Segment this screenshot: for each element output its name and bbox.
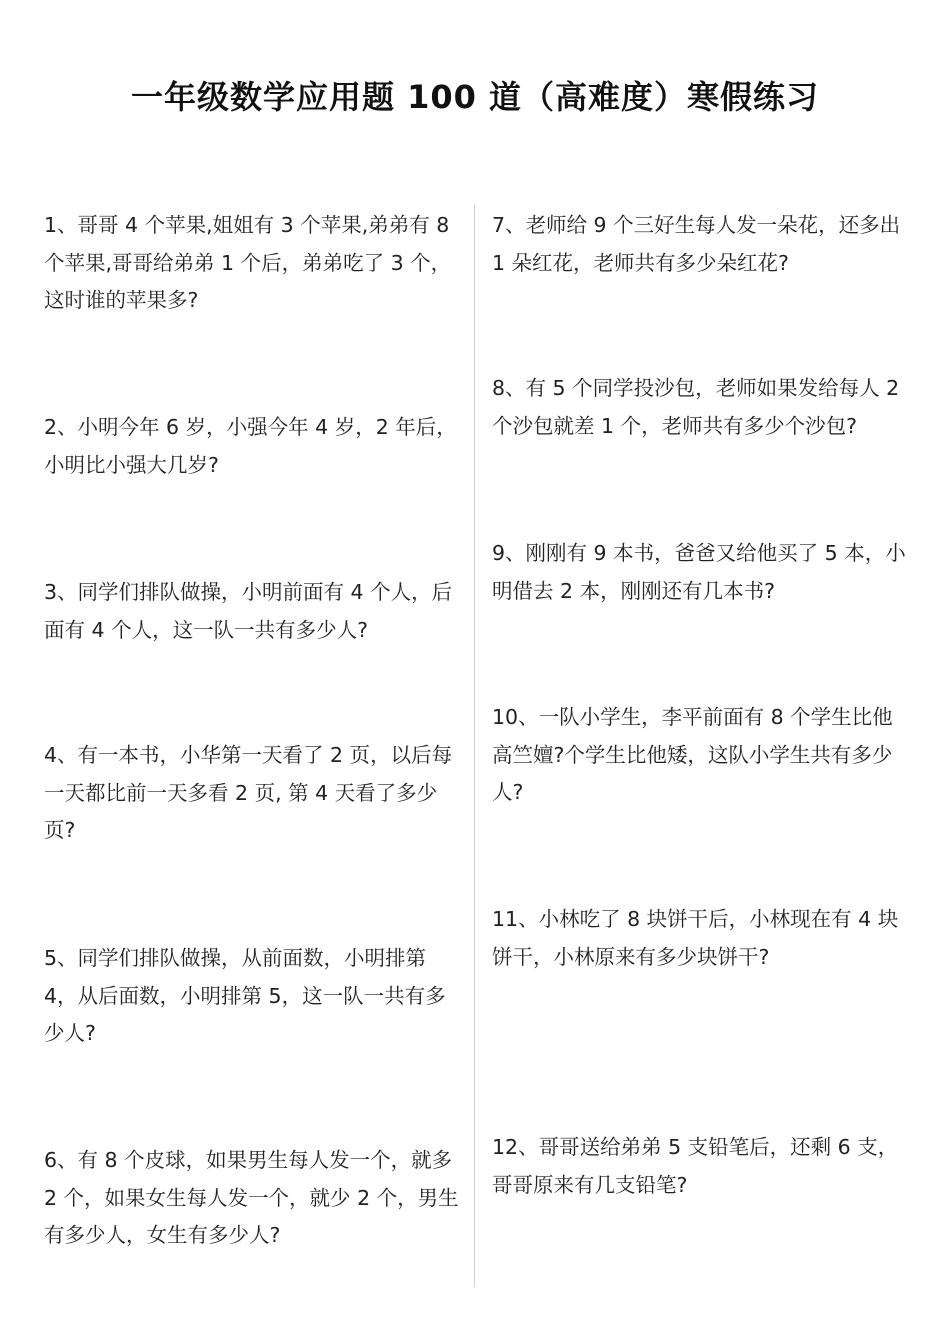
question-8: 8、有 5 个同学投沙包，老师如果发给每人 2 个沙包就差 1 个，老师共有多少个沙包? <box>492 376 900 438</box>
question-3: 3、同学们排队做操，小明前面有 4 个人，后面有 4 个人，这一队一共有多少人? <box>44 580 453 642</box>
question-4: 4、有一本书，小华第一天看了 2 页，以后每一天都比前一天多看 2 页, 第 4 天看了多少页? <box>44 743 453 842</box>
question-6: 6、有 8 个皮球，如果男生每人发一个，就多 2 个，如果女生每人发一个，就少 2 个，男生有多少人，女生有多少人? <box>44 1148 459 1247</box>
question-7: 7、老师给 9 个三好生每人发一朵花，还多出 1 朵红花，老师共有多少朵红花? <box>492 213 901 275</box>
question-5: 5、同学们排队做操，从前面数，小明排第 4，从后面数，小明排第 5，这一队一共有多少人? <box>44 946 446 1045</box>
page-title: 一年级数学应用题 100 道（高难度）寒假练习 <box>130 78 820 116</box>
question-10: 10、一队小学生，李平前面有 8 个学生比他高竺嬗?个学生比他矮，这队小学生共有多少人? <box>492 705 893 804</box>
question-12: 12、哥哥送给弟弟 5 支铅笔后，还剩 6 支，哥哥原来有几支铅笔? <box>492 1135 899 1197</box>
question-11: 11、小林吃了 8 块饼干后，小林现在有 4 块饼干，小林原来有多少块饼干? <box>492 907 899 969</box>
column-divider <box>474 205 475 1287</box>
question-9: 9、刚刚有 9 本书，爸爸又给他买了 5 本，小明借去 2 本，刚刚还有几本书? <box>492 541 906 603</box>
question-2: 2、小明今年 6 岁，小强今年 4 岁，2 年后，小明比小强大几岁? <box>44 415 457 477</box>
question-1: 1、哥哥 4 个苹果,姐姐有 3 个苹果,弟弟有 8 个苹果,哥哥给弟弟 1 个后，弟弟吃了 3 个，这时谁的苹果多? <box>44 213 452 312</box>
